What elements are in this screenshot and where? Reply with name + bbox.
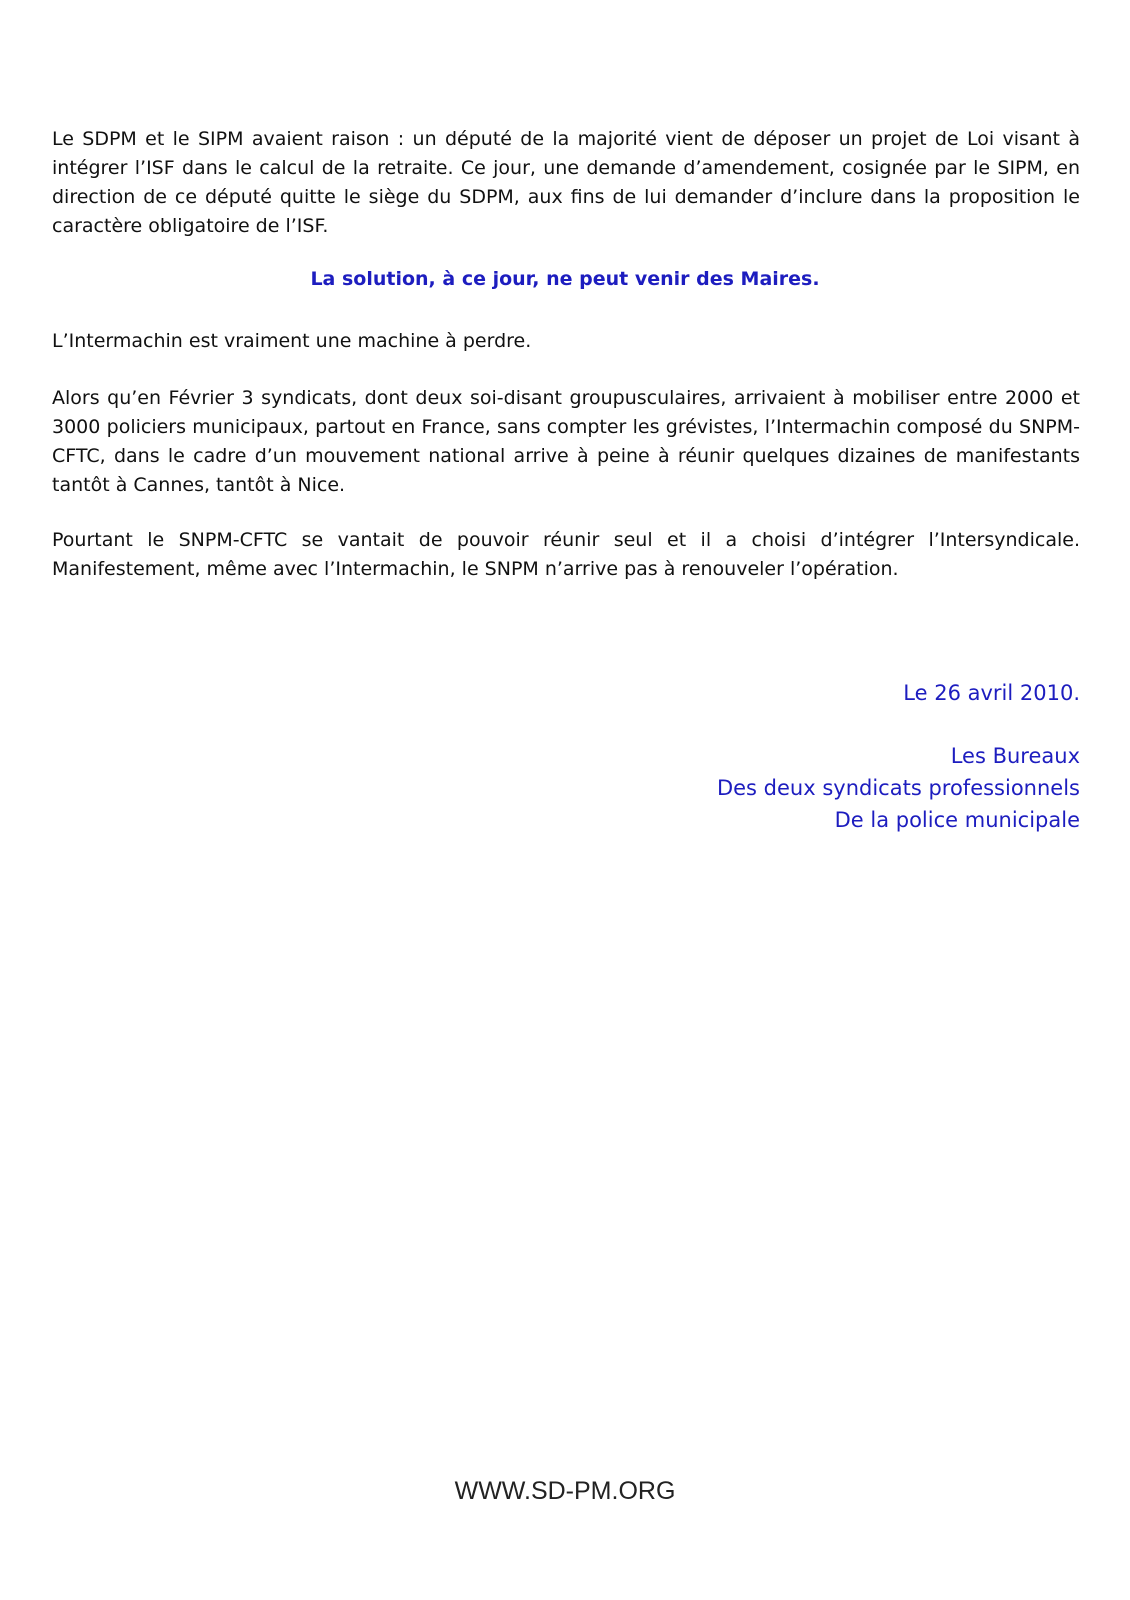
paragraph-intermachin: L’Intermachin est vraiment une machine à perdre. xyxy=(52,330,532,352)
signature-line-1: Les Bureaux xyxy=(950,744,1080,768)
headline-solution: La solution, à ce jour, ne peut venir des Maires. xyxy=(310,268,820,290)
paragraph-mobilisation: Alors qu’en Février 3 syndicats, dont deux soi-disant groupusculaires, arrivaient à mobiliser entre 2000 et 3000 policiers municipaux, partout en France, sans compter les grévistes, l’Intermachin composé du SNPM-CFTC, dans le cadre d’un mouvement national arrive à peine à réunir quelques dizaines de manifestants tantôt à Cannes, tantôt à Nice. xyxy=(52,387,1080,496)
paragraph-amendment: Le SDPM et le SIPM avaient raison : un député de la majorité vient de déposer un projet de Loi visant à intégrer l’ISF dans le calcul de la retraite. Ce jour, une demande d’amendement, cosignée par le SIPM, en direction de ce député quitte le siège du SDPM, aux fins de lui demander d’inclure dans la proposition le caractère obligatoire de l’ISF. xyxy=(52,128,1080,237)
signature-line-3: De la police municipale xyxy=(834,808,1080,832)
date-line: Le 26 avril 2010. xyxy=(903,681,1080,705)
paragraph-snpm: Pourtant le SNPM-CFTC se vantait de pouvoir réunir seul et il a choisi d’intégrer l’Intersyndicale. Manifestement, même avec l’Intermachin, le SNPM n’arrive pas à renouveler l’opération. xyxy=(52,529,1080,580)
footer-website: WWW.SD-PM.ORG xyxy=(454,1477,676,1505)
signature-line-2: Des deux syndicats professionnels xyxy=(716,776,1080,800)
